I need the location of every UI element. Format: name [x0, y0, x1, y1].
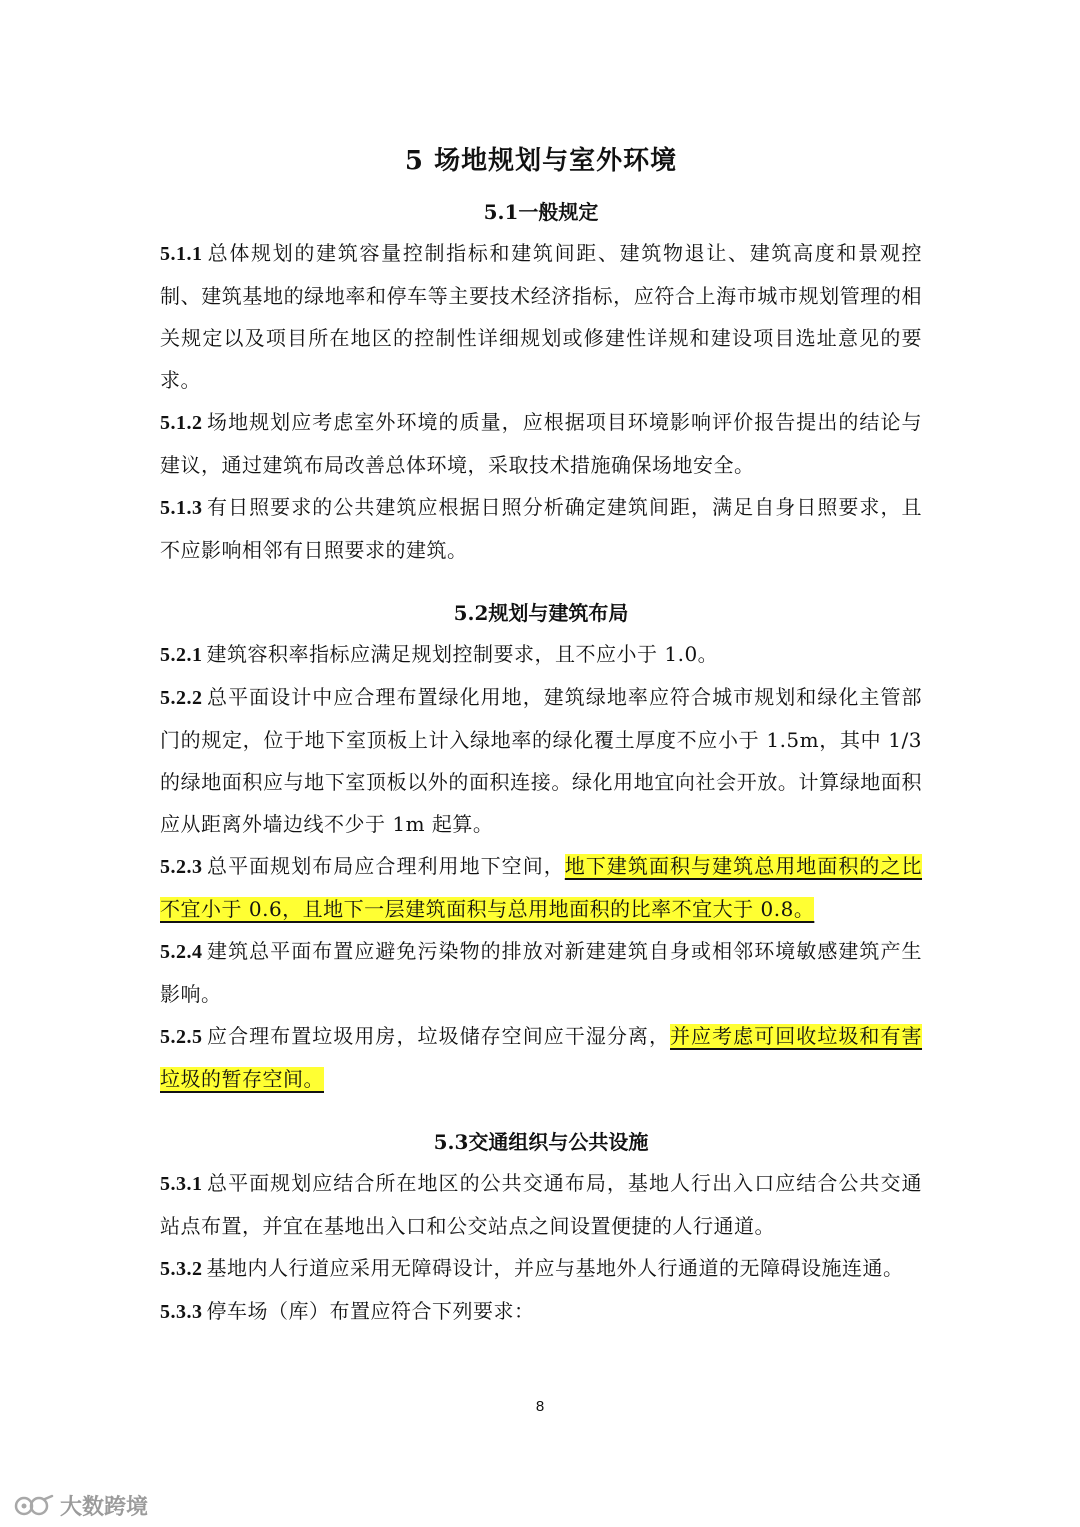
document-page — [160, 140, 922, 1333]
highlighted-text: 地下建筑面积与建筑总用地面积的之比不宜小于 0.6，且地下一层建筑面积与总用地面积的比率不宜大于 0.8。 — [160, 854, 923, 921]
section-2 — [160, 593, 922, 1100]
clause-number: 5.3.3 — [160, 1301, 203, 1323]
clause-text: 总体规划的建筑容量控制指标和建筑间距、建筑物退让、建筑高度和景观控制、建筑基地的绿地率和停车等主要技术经济指标，应符合上海市城市规划管理的相关规定以及项目所在地区的控制性详细规划或修建性详规和建设项目选址意见的要求。 — [160, 241, 922, 392]
sections — [160, 192, 922, 1333]
chapter-title: 5 场地规划与室外环境 — [404, 146, 678, 176]
clause-number: 5.3.2 — [160, 1258, 203, 1280]
clause-text: 基地内人行道应采用无障碍设计，并应与基地外人行通道的无障碍设施连通。 — [206, 1256, 904, 1280]
section-body — [160, 633, 922, 1100]
page-number: 8 — [535, 1398, 545, 1415]
clause-number: 5.2.2 — [160, 687, 203, 709]
clause-text: 总平面设计中应合理布置绿化用地，建筑绿地率应符合城市规划和绿化主管部门的规定，位于地下室顶板上计入绿地率的绿化覆土厚度不应小于 1.5m，其中 1/3 的绿地面积应与地下室顶板以外的面积连接。绿化用地宜向社会开放。计算绿地面积应从距离外墙边线不少于 1m 起算。 — [160, 685, 922, 836]
clause-5-3-2 — [160, 1247, 922, 1290]
clause-5-2-1 — [160, 633, 922, 676]
clause-5-2-2 — [160, 676, 922, 845]
section-body — [160, 232, 922, 571]
section-1 — [160, 192, 922, 571]
clause-5-1-3 — [160, 486, 922, 571]
watermark — [14, 1490, 148, 1521]
clause-number: 5.2.3 — [160, 856, 203, 878]
clause-text: 有日照要求的公共建筑应根据日照分析确定建筑间距，满足自身日照要求，且不应影响相邻有日照要求的建筑。 — [160, 495, 922, 562]
section-heading: 5.2规划与建筑布局 — [453, 601, 629, 625]
clause-number: 5.1.3 — [160, 497, 203, 519]
clause-number: 5.3.1 — [160, 1173, 203, 1195]
section-3 — [160, 1122, 922, 1333]
clause-text: 总平面规划应结合所在地区的公共交通布局，基地人行出入口应结合公共交通站点布置，并宜在基地出入口和公交站点之间设置便捷的人行通道。 — [160, 1171, 922, 1238]
clause-number: 5.1.2 — [160, 412, 203, 434]
clause-number: 5.2.5 — [160, 1026, 203, 1048]
clause-number: 5.2.1 — [160, 644, 203, 666]
clause-text: 总平面规划布局应合理利用地下空间， — [206, 854, 565, 878]
clause-5-2-5 — [160, 1015, 922, 1100]
clause-5-1-1 — [160, 232, 922, 401]
section-heading: 5.1一般规定 — [483, 200, 599, 224]
clause-text: 停车场（库）布置应符合下列要求： — [206, 1299, 535, 1323]
clause-5-3-1 — [160, 1162, 922, 1247]
clause-text: 建筑容积率指标应满足规划控制要求，且不应小于 1.0。 — [206, 642, 719, 666]
highlighted-text: 并应考虑可回收垃圾和有害垃圾的暂存空间。 — [160, 1024, 923, 1091]
clause-text: 建筑总平面布置应避免污染物的排放对新建建筑自身或相邻环境敏感建筑产生影响。 — [160, 939, 922, 1006]
clause-text: 场地规划应考虑室外环境的质量，应根据项目环境影响评价报告提出的结论与建议，通过建筑布局改善总体环境，采取技术措施确保场地安全。 — [160, 410, 922, 477]
clause-5-1-2 — [160, 401, 922, 486]
section-heading: 5.3交通组织与公共设施 — [433, 1130, 649, 1154]
clause-5-2-4 — [160, 930, 922, 1015]
clause-text: 应合理布置垃圾用房，垃圾储存空间应干湿分离， — [206, 1024, 671, 1048]
logo-icon — [14, 1494, 54, 1518]
clause-5-2-3 — [160, 845, 922, 930]
section-body — [160, 1162, 922, 1333]
clause-5-3-3 — [160, 1290, 922, 1333]
clause-number: 5.2.4 — [160, 941, 203, 963]
watermark-text: 大数跨境 — [60, 1495, 149, 1520]
clause-number: 5.1.1 — [160, 243, 203, 265]
